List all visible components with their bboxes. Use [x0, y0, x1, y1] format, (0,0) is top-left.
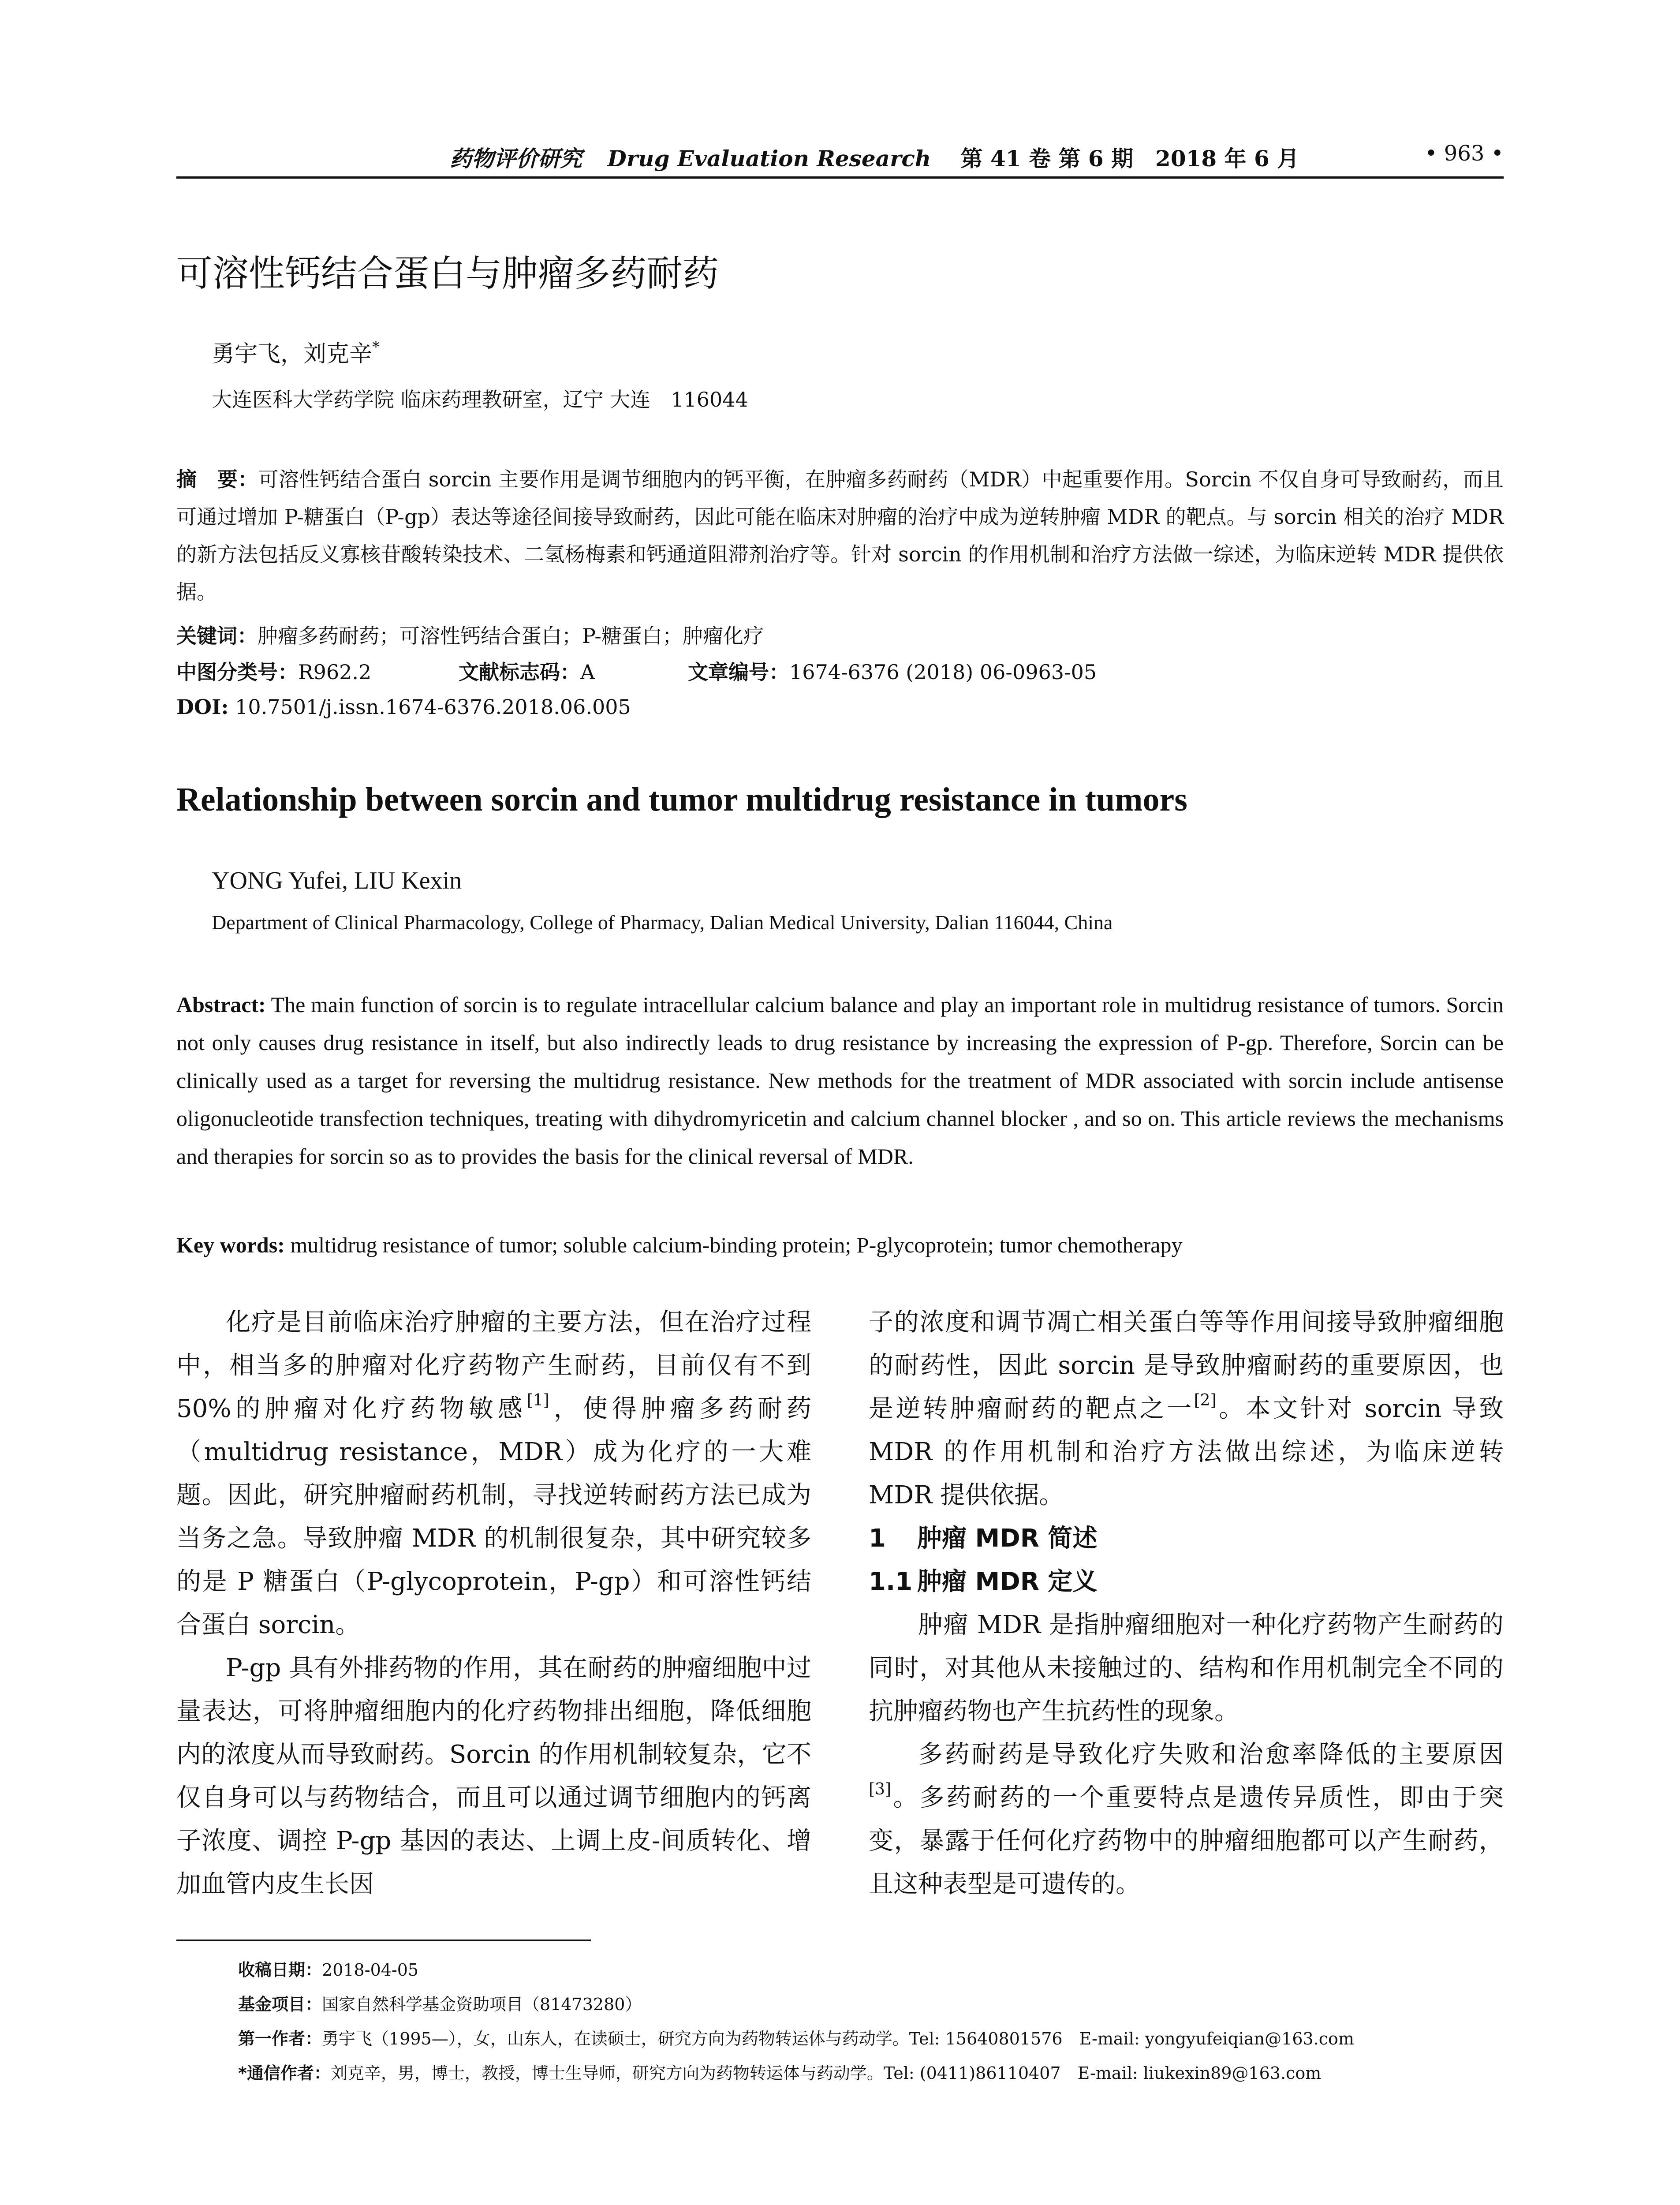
- body-paragraph: [176, 1301, 811, 1647]
- keywords-english-text: multidrug resistance of tumor; soluble calcium-binding protein; P-glycoprotein; tumor chemotherapy: [290, 1233, 1183, 1257]
- footnote-label: 第一作者：: [238, 2029, 322, 2048]
- abstract-english-text: The main function of sorcin is to regulate intracellular calcium balance and play an important role in multidrug resistance of tumors. Sorcin not only causes drug resistance in itself, but also indirectly leads to drug resistance by increasing the expression of P-gp. Therefore, Sorcin can be clinically used as a target for reversing the multidrug resistance. New methods for the treatment of MDR associated with sorcin include antisense oligonucleotide transfection techniques, treating with dihydromyricetin and calcium channel blocker , and so on. This article reviews the mechanisms and therapies for sorcin so as to provides the basis for the clinical reversal of MDR.: [176, 992, 1504, 1169]
- classification-line: [176, 656, 1097, 685]
- body-paragraph: [869, 1733, 1504, 1906]
- footnote-received: [238, 1953, 1354, 1987]
- citation: [2]: [1194, 1391, 1217, 1409]
- keywords-chinese: [176, 617, 1504, 655]
- body-text: ，使得肿瘤多药耐药（multidrug resistance，MDR）成为化疗的一大难题。因此，研究肿瘤耐药机制，寻找逆转耐药方法已成为当务之急。导致肿瘤 MDR 的机制很复杂，其中研究较多的是 P 糖蛋白（P-glycoprotein，P-gp）和可溶性钙结合蛋白 sorcin。: [176, 1394, 812, 1639]
- body-text: 子的浓度和调节凋亡相关蛋白等等作用间接导致肿瘤细胞的耐药性，因此 sorcin 是导致肿瘤耐药的重要原因，也是逆转肿瘤耐药的靶点之一: [869, 1308, 1504, 1423]
- body-text: 化疗是目前临床治疗肿瘤的主要方法，但在治疗过程中，相当多的肿瘤对化疗药物产生耐药，目前仅有不到 50%的肿瘤对化疗药物敏感: [176, 1308, 811, 1423]
- keywords-chinese-label: 关键词：: [176, 624, 258, 648]
- journal-english-name: Drug Evaluation Research: [607, 146, 931, 172]
- subsection-number: 1.1: [869, 1567, 913, 1596]
- affiliation-english: Department of Clinical Pharmacology, College of Pharmacy, Dalian Medical University, Dalian 116044, China: [212, 911, 1113, 934]
- article-number-value: 1674-6376 (2018) 06-0963-05: [789, 660, 1097, 684]
- journal-logo-text: 药物评价研究: [450, 146, 582, 172]
- abstract-english-label: Abstract:: [176, 992, 266, 1017]
- footnote-label: 收稿日期：: [238, 1960, 322, 1980]
- header-rule: [176, 176, 1504, 179]
- clc-value: R962.2: [298, 660, 372, 684]
- body-paragraph: P-gp 具有外排药物的作用，其在耐药的肿瘤细胞中过量表达，可将肿瘤细胞内的化疗药物排出细胞，降低细胞内的浓度从而导致耐药。Sorcin 的作用机制较复杂，它不仅自身可以与药物结合，而且可以通过调节细胞内的钙离子浓度、调控 P-gp 基因的表达、上调上皮-间质转化、增加血管内皮生长因: [176, 1654, 811, 1899]
- footnote-label: *通信作者：: [238, 2063, 331, 2083]
- affiliation-chinese: 大连医科大学药学院 临床药理教研室，辽宁 大连 116044: [212, 388, 748, 411]
- footnotes: [238, 1953, 1354, 2090]
- doi-line: [176, 695, 631, 719]
- footnote-text: 勇宇飞（1995—），女，山东人，在读硕士，研究方向为药物转运体与药动学。Tel: 15640801576 E-mail: yongyufeiqian@163.com: [322, 2029, 1354, 2048]
- keywords-english: [176, 1226, 1504, 1264]
- authors-chinese-names: 勇宇飞，刘克辛: [212, 341, 373, 367]
- section-heading: [869, 1517, 1504, 1560]
- citation: [3]: [869, 1780, 891, 1798]
- corresponding-mark: *: [372, 338, 380, 356]
- doc-code-label: 文献标志码：: [459, 660, 580, 684]
- footnote-text: 国家自然科学基金资助项目（81473280）: [322, 1995, 642, 2014]
- footnote-first-author: [238, 2022, 1354, 2056]
- body-text: 多药耐药是导致化疗失败和治愈率降低的主要原因: [918, 1740, 1504, 1769]
- abstract-chinese-text: 可溶性钙结合蛋白 sorcin 主要作用是调节细胞内的钙平衡，在肿瘤多药耐药（MDR）中起重要作用。Sorcin 不仅自身可导致耐药，而且可通过增加 P-糖蛋白（P-gp）表达等途径间接导致耐药，因此可能在临床对肿瘤的治疗中成为逆转肿瘤 MDR 的靶点。与 sorcin 相关的治疗 MDR 的新方法包括反义寡核苷酸转染技术、二氢杨梅素和钙通道阻滞剂治疗等。针对 sorcin 的作用机制和治疗方法做一综述，为临床逆转 MDR 提供依据。: [176, 467, 1504, 604]
- body-column-left: [176, 1301, 811, 1906]
- citation: [1]: [526, 1391, 549, 1409]
- body-paragraph: 肿瘤 MDR 是指肿瘤细胞对一种化疗药物产生耐药的同时，对其他从未接触过的、结构和作用机制完全不同的抗肿瘤药物也产生抗药性的现象。: [869, 1611, 1504, 1726]
- subsection-heading: [869, 1560, 1504, 1603]
- keywords-english-label: Key words:: [176, 1233, 285, 1257]
- abstract-chinese-label: 摘 要：: [176, 467, 258, 491]
- footnote-fund: [238, 1987, 1354, 2022]
- authors-english: YONG Yufei, LIU Kexin: [212, 867, 462, 894]
- abstract-english: [176, 986, 1504, 1175]
- doc-code-value: A: [580, 660, 595, 684]
- footnote-text: 刘克辛，男，博士，教授，博士生导师，研究方向为药物转运体与药动学。Tel: (0411)86110407 E-mail: liukexin89@163.com: [330, 2063, 1322, 2083]
- body-text: 。本文针对 sorcin 导致 MDR 的作用机制和治疗方法做出综述，为临床逆转 MDR 提供依据。: [869, 1394, 1504, 1510]
- page-number: • 963 •: [1425, 141, 1504, 166]
- body-column-right: [869, 1301, 1504, 1906]
- footnote-label: 基金项目：: [238, 1995, 322, 2014]
- keywords-chinese-text: 肿瘤多药耐药；可溶性钙结合蛋白；P-糖蛋白；肿瘤化疗: [258, 624, 764, 648]
- running-header: [176, 141, 1504, 176]
- journal-info: [450, 141, 1299, 173]
- footnote-rule: [176, 1940, 591, 1941]
- footnote-text: 2018-04-05: [322, 1960, 419, 1980]
- body-text: 。多药耐药的一个重要特点是遗传异质性，即由于突变，暴露于任何化疗药物中的肿瘤细胞都可以产生耐药，且这种表型是可遗传的。: [869, 1783, 1504, 1899]
- journal-issue: 第 41 卷 第 6 期 2018 年 6 月: [960, 146, 1299, 172]
- doi-label: DOI:: [176, 695, 229, 719]
- section-number: 1: [869, 1524, 886, 1553]
- abstract-chinese: [176, 461, 1504, 611]
- title-english: Relationship between sorcin and tumor multidrug resistance in tumors: [176, 781, 1187, 818]
- authors-chinese: [212, 335, 380, 368]
- article-number-label: 文章编号：: [688, 660, 789, 684]
- footnote-corresponding-author: [238, 2056, 1354, 2090]
- title-chinese: 可溶性钙结合蛋白与肿瘤多药耐药: [176, 253, 719, 295]
- subsection-title: 肿瘤 MDR 定义: [917, 1567, 1098, 1596]
- clc-label: 中图分类号：: [176, 660, 298, 684]
- section-title: 肿瘤 MDR 简述: [917, 1524, 1098, 1553]
- doi-value: 10.7501/j.issn.1674-6376.2018.06.005: [235, 695, 631, 719]
- body-paragraph: [869, 1301, 1504, 1517]
